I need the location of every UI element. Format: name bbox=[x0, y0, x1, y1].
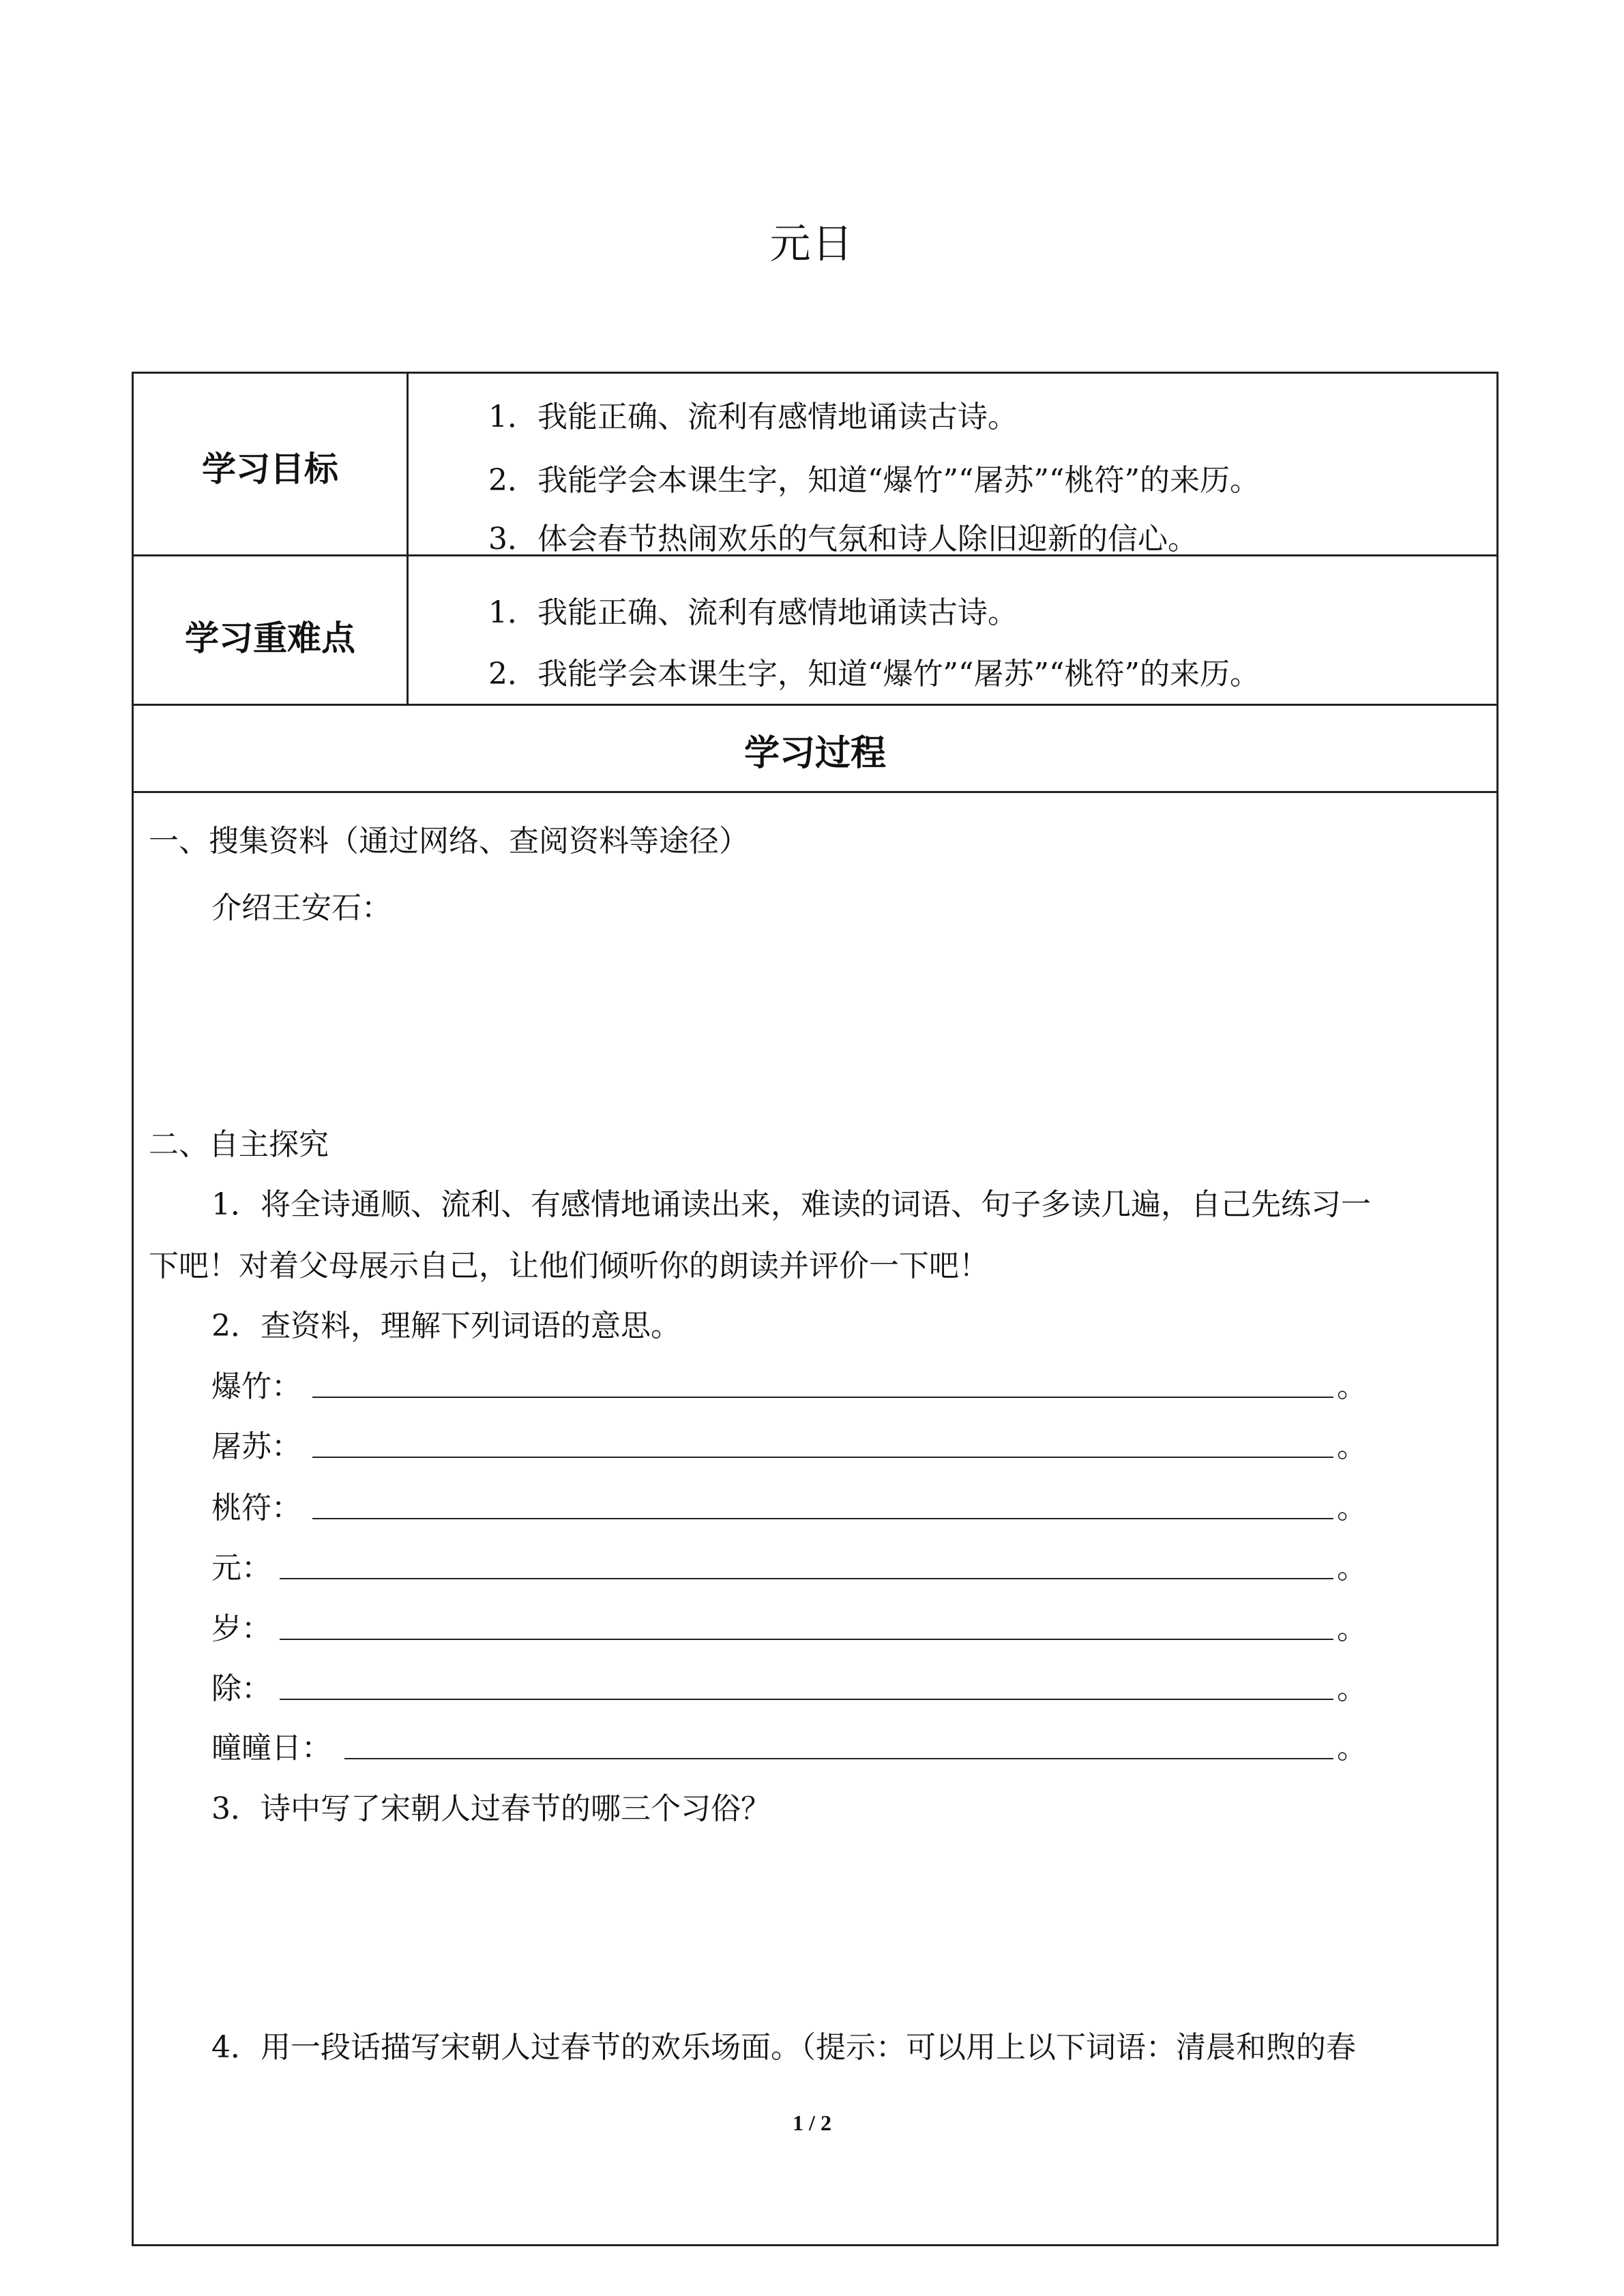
period: 。 bbox=[1337, 1369, 1367, 1404]
question-3: 3．诗中写了宋朝人过春节的哪三个习俗？ bbox=[211, 1791, 771, 1826]
vocab-label: 桃符： bbox=[211, 1491, 301, 1525]
goal-item: 2．我能学会本课生字，知道“爆竹”“屠苏”“桃符”的来历。 bbox=[488, 463, 1260, 498]
key-points-label: 学习重难点 bbox=[185, 618, 355, 658]
answer-line[interactable] bbox=[312, 1518, 1333, 1519]
question-2: 2．查资料，理解下列词语的意思。 bbox=[211, 1309, 681, 1343]
vocab-label: 除： bbox=[211, 1671, 271, 1706]
key-point-item: 1．我能正确、流利有感情地诵读古诗。 bbox=[488, 595, 1018, 630]
section-1-heading: 一、搜集资料（通过网络、查阅资料等途径） bbox=[149, 824, 749, 859]
vocab-label: 元： bbox=[211, 1551, 271, 1585]
goal-item: 1．我能正确、流利有感情地诵读古诗。 bbox=[488, 400, 1018, 434]
answer-line[interactable] bbox=[280, 1639, 1333, 1640]
answer-line[interactable] bbox=[312, 1397, 1333, 1398]
section-1-prompt: 介绍王安石： bbox=[211, 891, 392, 925]
answer-line[interactable] bbox=[344, 1758, 1333, 1759]
table-divider bbox=[132, 704, 1498, 706]
answer-line[interactable] bbox=[280, 1578, 1333, 1579]
vocab-label: 曈曈日： bbox=[211, 1731, 331, 1765]
section-2-heading: 二、自主探究 bbox=[149, 1127, 329, 1162]
process-title: 学习过程 bbox=[743, 733, 886, 774]
goal-item: 3．体会春节热闹欢乐的气氛和诗人除旧迎新的信心。 bbox=[488, 522, 1198, 556]
period: 。 bbox=[1337, 1491, 1367, 1525]
answer-line[interactable] bbox=[312, 1457, 1333, 1458]
question-4: 4．用一段话描写宋朝人过春节的欢乐场面。（提示：可以用上以下词语：清晨和煦的春 bbox=[211, 2030, 1356, 2065]
vocab-label: 屠苏： bbox=[211, 1429, 301, 1464]
question-1-line-2: 下吧！对着父母展示自己，让他们倾听你的朗读并评价一下吧！ bbox=[149, 1249, 989, 1283]
period: 。 bbox=[1337, 1551, 1367, 1585]
key-point-item: 2．我能学会本课生字，知道“爆竹”“屠苏”“桃符”的来历。 bbox=[488, 657, 1260, 691]
vocab-label: 爆竹： bbox=[211, 1369, 301, 1404]
vocab-label: 岁： bbox=[211, 1611, 271, 1646]
period: 。 bbox=[1337, 1671, 1367, 1706]
answer-line[interactable] bbox=[280, 1699, 1333, 1700]
question-1-line-1: 1．将全诗通顺、流利、有感情地诵读出来，难读的词语、句子多读几遍，自己先练习一 bbox=[211, 1187, 1371, 1222]
table-column-divider bbox=[407, 372, 409, 706]
period: 。 bbox=[1337, 1429, 1367, 1464]
table-divider bbox=[132, 791, 1498, 793]
period: 。 bbox=[1337, 1731, 1367, 1765]
page-number: 1 / 2 bbox=[793, 2111, 831, 2135]
goals-label: 学习目标 bbox=[202, 449, 338, 489]
page-title: 元日 bbox=[769, 220, 855, 268]
period: 。 bbox=[1337, 1611, 1367, 1646]
